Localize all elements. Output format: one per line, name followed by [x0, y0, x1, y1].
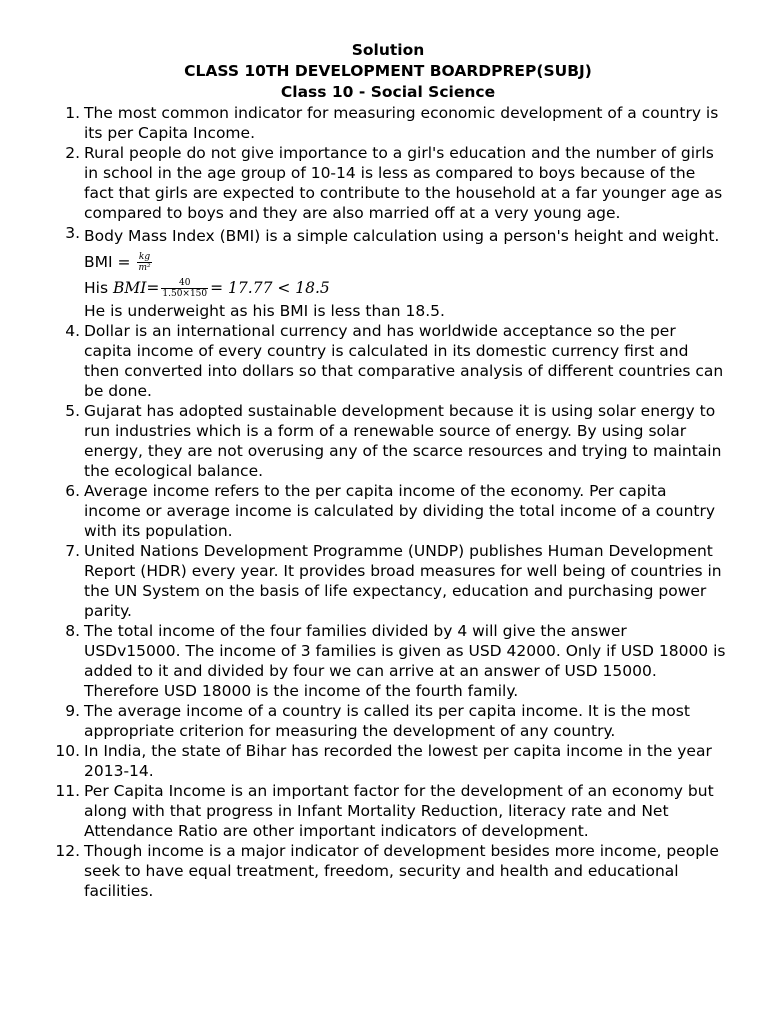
answer-number: 7. [65, 542, 80, 560]
answer-item [48, 701, 728, 741]
answer-item [48, 321, 728, 401]
answer-text [84, 223, 728, 321]
answer-number: 11. [55, 782, 80, 800]
answer-number: 4. [65, 322, 80, 340]
bmi-formula-numerator: kg [138, 252, 151, 262]
answer-number: 2. [65, 144, 80, 162]
answer-item [48, 741, 728, 781]
answer-item-bmi [48, 223, 728, 321]
answer-text: United Nations Development Programme (UNDP) publishes Human Development Report (HDR) every year. It provides broad measures for well being of countries in the UN System on the basis of life expectancy, education and purchasing power parity. [84, 542, 722, 620]
answer-text: Rural people do not give importance to a girl's education and the number of girls in school in the age group of 10-14 is less as compared to boys because of the fact that girls are expected to contribute to the household at a far younger age as compared to boys and they are also married off at a very young age. [84, 144, 723, 222]
header-subtitle: CLASS 10TH DEVELOPMENT BOARDPREP(SUBJ) [184, 62, 592, 80]
answer-number: 8. [65, 622, 80, 640]
answer-number: 9. [65, 702, 80, 720]
answer-item [48, 841, 728, 901]
bmi-result: = 17.77 < 18.5 [210, 279, 330, 297]
answer-number: 5. [65, 402, 80, 420]
answer-item [48, 781, 728, 841]
answer-item [48, 541, 728, 621]
bmi-equals: = [146, 279, 160, 297]
answer-text: Gujarat has adopted sustainable development because it is using solar energy to run industries which is a form of a renewable source of energy. By using solar energy, they are not overusing any of the scarce resources and trying to maintain the ecological balance. [84, 402, 722, 480]
bmi-conclusion: He is underweight as his BMI is less than 18.5. [84, 302, 445, 320]
answer-text: The most common indicator for measuring economic development of a country is its per Capita Income. [84, 104, 719, 142]
bmi-calc-denominator: 1.50×150 [162, 289, 208, 299]
answer-item [48, 621, 728, 701]
bmi-definition [84, 223, 728, 275]
answer-item [48, 143, 728, 223]
document-header [48, 40, 728, 103]
answer-text: In India, the state of Bihar has recorded the lowest per capita income in the year 2013-14. [84, 742, 712, 780]
bmi-formula-fraction [137, 252, 151, 273]
answer-text: Per Capita Income is an important factor for the development of an economy but along with that progress in Infant Mortality Reduction, literacy rate and Net Attendance Ratio are other important indicators of development. [84, 782, 714, 840]
bmi-calc-fraction [161, 278, 208, 299]
header-title: Solution [351, 41, 425, 59]
answer-number: 3. [65, 224, 80, 242]
answer-text: Dollar is an international currency and has worldwide acceptance so the per capita income of every country is calculated in its domestic currency first and then converted into dollars so that comparative analysis of different countries can be done. [84, 322, 724, 400]
bmi-calc-numerator: 40 [161, 278, 208, 289]
bmi-his-label: His [84, 279, 109, 297]
bmi-definition-text: Body Mass Index (BMI) is a simple calculation using a person's height and weight. BMI = [84, 227, 720, 271]
answer-item [48, 481, 728, 541]
answer-list [48, 103, 728, 901]
answer-number: 1. [65, 104, 80, 122]
bmi-formula-denominator: m² [138, 263, 151, 273]
header-subject: Class 10 - Social Science [280, 83, 496, 101]
answer-text: The average income of a country is called its per capita income. It is the most appropriate criterion for measuring the development of any country. [84, 702, 690, 740]
answer-number: 6. [65, 482, 80, 500]
bmi-calculation [84, 275, 728, 301]
answer-number: 10. [55, 742, 80, 760]
answer-item [48, 103, 728, 143]
answer-text: Though income is a major indicator of development besides more income, people seek to have equal treatment, freedom, security and health and educational facilities. [84, 842, 719, 900]
bmi-variable: BMI [112, 279, 147, 297]
answer-text: Average income refers to the per capita income of the economy. Per capita income or average income is calculated by dividing the total income of a country with its population. [84, 482, 716, 540]
answer-text: The total income of the four families divided by 4 will give the answer USDv15000. The income of 3 families is given as USD 42000. Only if USD 18000 is added to it and divided by four we can arrive at an answer of USD 15000. Therefore USD 18000 is the income of the fourth family. [84, 622, 726, 700]
answer-item [48, 401, 728, 481]
answer-number: 12. [55, 842, 80, 860]
